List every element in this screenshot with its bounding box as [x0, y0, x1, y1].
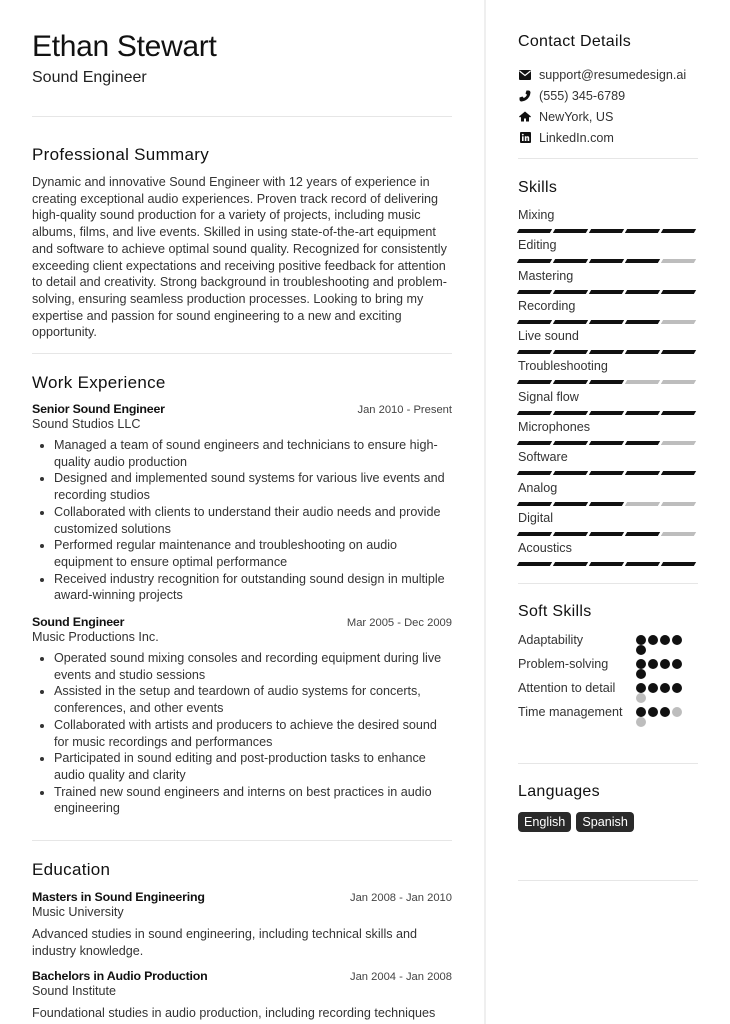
divider	[32, 116, 452, 117]
rating-segment	[625, 471, 660, 475]
rating-segment	[661, 259, 696, 263]
skill-name: Mixing	[518, 208, 555, 222]
rating-segment	[517, 320, 552, 324]
rating-segment	[661, 350, 696, 354]
skill-rating-bar	[518, 380, 698, 384]
job-bullet: • Assisted in the setup and teardown of audio systems for concerts, conferences, and other events	[54, 683, 452, 716]
soft-skill-name: Adaptability	[518, 633, 584, 647]
soft-skill-rating	[636, 680, 692, 700]
rating-segment	[553, 380, 588, 384]
rating-segment	[517, 471, 552, 475]
soft-skill-rating	[636, 632, 692, 652]
rating-dot	[648, 659, 658, 669]
skill-name: Recording	[518, 298, 576, 313]
skill-item	[518, 237, 698, 267]
language-badge: Spanish	[576, 812, 634, 832]
skill-item	[518, 358, 698, 388]
rating-segment	[553, 229, 588, 233]
soft-skill-rating	[636, 704, 692, 724]
skill-rating-bar	[518, 350, 698, 354]
skills-list	[518, 207, 698, 571]
rating-dot	[672, 659, 682, 669]
rating-dot	[636, 635, 646, 645]
education-description: Foundational studies in audio production, including recording techniques	[32, 1006, 436, 1020]
job-bullet: • Collaborated with artists and producers to achieve the desired sound for music recordings and performances	[54, 717, 452, 750]
divider	[32, 353, 452, 354]
soft-skill-item	[518, 632, 698, 652]
job-company: Sound Studios LLC	[32, 417, 141, 431]
skill-name: Signal flow	[518, 389, 579, 404]
skill-item	[518, 268, 698, 298]
rating-dot	[636, 707, 646, 717]
skill-name: Microphones	[518, 420, 591, 435]
soft-skill-name: Time management	[518, 705, 623, 719]
summary-heading: Professional Summary	[32, 145, 210, 164]
job-dates: Mar 2005 - Dec 2009	[346, 617, 452, 629]
skill-item	[518, 510, 698, 540]
rating-dot	[636, 645, 646, 655]
skill-name: Acoustics	[518, 541, 572, 556]
skill-rating-bar	[518, 441, 698, 445]
divider	[32, 840, 452, 841]
email-text: support@resumedesign.ai	[539, 67, 687, 82]
rating-segment	[517, 290, 552, 294]
skill-rating-bar	[518, 411, 698, 415]
soft-skill-item	[518, 680, 698, 700]
soft-skill-name: Attention to detail	[518, 681, 616, 695]
education-heading: Education	[32, 860, 111, 879]
rating-segment	[517, 229, 552, 233]
rating-segment	[553, 320, 588, 324]
rating-segment	[589, 532, 624, 536]
rating-segment	[553, 441, 588, 445]
skill-rating-bar	[518, 229, 698, 233]
rating-segment	[661, 471, 696, 475]
languages-heading: Languages	[518, 783, 600, 800]
rating-dot	[636, 683, 646, 693]
rating-segment	[553, 532, 588, 536]
soft-skill-name: Problem-solving	[518, 657, 609, 671]
skill-name: Troubleshooting	[518, 359, 608, 374]
rating-segment	[661, 441, 696, 445]
linkedin-text: LinkedIn.com	[539, 130, 614, 145]
rating-segment	[553, 562, 588, 566]
contact-location	[518, 106, 686, 127]
rating-segment	[625, 532, 660, 536]
rating-segment	[661, 532, 696, 536]
skill-name: Editing	[518, 238, 557, 253]
contact-linkedin[interactable]	[518, 127, 686, 148]
soft-skills-list	[518, 632, 698, 728]
phone-text: (555) 345-6789	[539, 88, 626, 103]
skill-rating-bar	[518, 259, 698, 263]
skill-item	[518, 298, 698, 328]
skill-name: Software	[518, 450, 568, 465]
rating-segment	[625, 290, 660, 294]
column-divider	[484, 0, 486, 1024]
languages-list	[518, 812, 634, 832]
rating-dot	[636, 717, 646, 727]
location-text: NewYork, US	[539, 109, 614, 124]
skill-item	[518, 419, 698, 449]
job-bullet: • Performed regular maintenance and troubleshooting on audio equipment to ensure optimal performance	[54, 537, 452, 570]
job-company: Music Productions Inc.	[32, 630, 159, 644]
envelope-icon	[518, 68, 532, 82]
skill-rating-bar	[518, 532, 698, 536]
skill-item	[518, 328, 698, 358]
home-icon	[518, 110, 532, 124]
rating-segment	[553, 350, 588, 354]
skill-name: Mastering	[518, 268, 574, 283]
skill-name: Digital	[518, 510, 553, 525]
rating-segment	[589, 441, 624, 445]
rating-segment	[625, 320, 660, 324]
rating-segment	[517, 350, 552, 354]
rating-dot	[660, 707, 670, 717]
skill-rating-bar	[518, 290, 698, 294]
contact-phone[interactable]	[518, 85, 686, 106]
candidate-title: Sound Engineer	[32, 69, 147, 86]
rating-segment	[517, 259, 552, 263]
divider	[518, 158, 698, 159]
rating-dot	[648, 635, 658, 645]
education-dates: Jan 2008 - Jan 2010	[349, 892, 452, 904]
school: Music University	[32, 905, 124, 919]
job-role: Senior Sound Engineer	[32, 402, 165, 416]
skill-rating-bar	[518, 502, 698, 506]
rating-segment	[625, 350, 660, 354]
contact-list	[518, 64, 686, 148]
education-entry	[32, 890, 452, 959]
rating-segment	[625, 502, 660, 506]
rating-segment	[517, 562, 552, 566]
divider	[518, 583, 698, 584]
job-bullet: • Managed a team of sound engineers and technicians to ensure high-quality audio production	[54, 437, 452, 470]
rating-dot	[660, 683, 670, 693]
job-bullets	[32, 437, 452, 604]
rating-segment	[589, 259, 624, 263]
soft-skill-item	[518, 656, 698, 676]
candidate-name: Ethan Stewart	[32, 30, 217, 63]
rating-segment	[661, 229, 696, 233]
job-bullet: • Collaborated with clients to understand their audio needs and provide customized solutions	[54, 504, 452, 537]
skill-item	[518, 540, 698, 570]
job-bullet: • Participated in sound editing and post-production tasks to enhance audio quality and clarity	[54, 750, 452, 783]
rating-dot	[672, 635, 682, 645]
job-bullet: • Operated sound mixing consoles and recording equipment during live events and studio sessions	[54, 650, 452, 683]
rating-dot	[660, 659, 670, 669]
skill-item	[518, 207, 698, 237]
skill-name: Live sound	[518, 329, 579, 344]
rating-segment	[517, 441, 552, 445]
job-role: Sound Engineer	[32, 615, 125, 629]
skill-item	[518, 449, 698, 479]
rating-segment	[517, 502, 552, 506]
skills-heading: Skills	[518, 179, 558, 196]
rating-segment	[661, 380, 696, 384]
rating-dot	[648, 683, 658, 693]
rating-segment	[661, 290, 696, 294]
rating-segment	[553, 290, 588, 294]
rating-segment	[553, 259, 588, 263]
rating-dot	[636, 693, 646, 703]
job-entry	[32, 615, 452, 817]
rating-segment	[553, 502, 588, 506]
job-dates: Jan 2010 - Present	[357, 404, 452, 416]
rating-segment	[553, 471, 588, 475]
rating-dot	[636, 669, 646, 679]
rating-segment	[625, 380, 660, 384]
skill-rating-bar	[518, 320, 698, 324]
rating-segment	[661, 411, 696, 415]
rating-dot	[672, 707, 682, 717]
rating-segment	[661, 320, 696, 324]
soft-skill-item	[518, 704, 698, 724]
rating-segment	[589, 320, 624, 324]
rating-segment	[517, 380, 552, 384]
rating-segment	[589, 562, 624, 566]
education-dates: Jan 2004 - Jan 2008	[349, 971, 452, 983]
language-badge: English	[518, 812, 571, 832]
contact-email[interactable]	[518, 64, 686, 85]
rating-segment	[589, 290, 624, 294]
soft-skill-rating	[636, 656, 692, 676]
school: Sound Institute	[32, 984, 117, 998]
phone-icon	[518, 89, 532, 103]
rating-dot	[636, 659, 646, 669]
skill-rating-bar	[518, 471, 698, 475]
degree: Bachelors in Audio Production	[32, 969, 208, 983]
job-entry	[32, 402, 452, 604]
divider	[518, 880, 698, 881]
work-experience-heading: Work Experience	[32, 373, 166, 392]
rating-segment	[589, 502, 624, 506]
skill-rating-bar	[518, 562, 698, 566]
skill-name: Analog	[518, 480, 558, 495]
job-bullet: • Received industry recognition for outstanding sound design in multiple award-winning projects	[54, 571, 452, 604]
rating-segment	[517, 532, 552, 536]
rating-dot	[672, 683, 682, 693]
job-bullet: • Designed and implemented sound systems for various live events and recording studios	[54, 470, 452, 503]
degree: Masters in Sound Engineering	[32, 890, 205, 904]
rating-segment	[589, 350, 624, 354]
rating-segment	[625, 562, 660, 566]
rating-segment	[589, 380, 624, 384]
job-bullets	[32, 650, 452, 817]
rating-segment	[661, 502, 696, 506]
skill-item	[518, 389, 698, 419]
rating-segment	[589, 471, 624, 475]
divider	[518, 763, 698, 764]
rating-segment	[589, 229, 624, 233]
summary-text: Dynamic and innovative Sound Engineer with 12 years of experience in creating exceptional audio experiences. Proven track record of delivering high-quality sound production for a variety of projects, including music albums, films, and live events. Skilled in using state-of-the-art equipment and software to achieve optimal sound quality. Recognized for consistently exceeding client expectations and receiving positive feedback for attention to detail and creativity. Strong background in troubleshooting and problem-solving, ensuring seamless production processes. Looking to bring my expertise and passion for sound engineering to a new and exciting opportunity.	[32, 175, 447, 340]
contact-heading: Contact Details	[518, 33, 631, 50]
rating-dot	[660, 635, 670, 645]
rating-segment	[625, 441, 660, 445]
soft-skills-heading: Soft Skills	[518, 603, 592, 620]
rating-segment	[625, 259, 660, 263]
rating-segment	[517, 411, 552, 415]
rating-segment	[625, 411, 660, 415]
education-description: Advanced studies in sound engineering, including technical skills and industry knowledge.	[32, 927, 418, 958]
rating-segment	[661, 562, 696, 566]
job-bullet: • Trained new sound engineers and interns on best practices in audio engineering	[54, 784, 452, 817]
education-entry	[32, 969, 452, 1022]
rating-dot	[648, 707, 658, 717]
linkedin-icon	[518, 131, 532, 145]
rating-segment	[589, 411, 624, 415]
rating-segment	[625, 229, 660, 233]
rating-segment	[553, 411, 588, 415]
skill-item	[518, 480, 698, 510]
